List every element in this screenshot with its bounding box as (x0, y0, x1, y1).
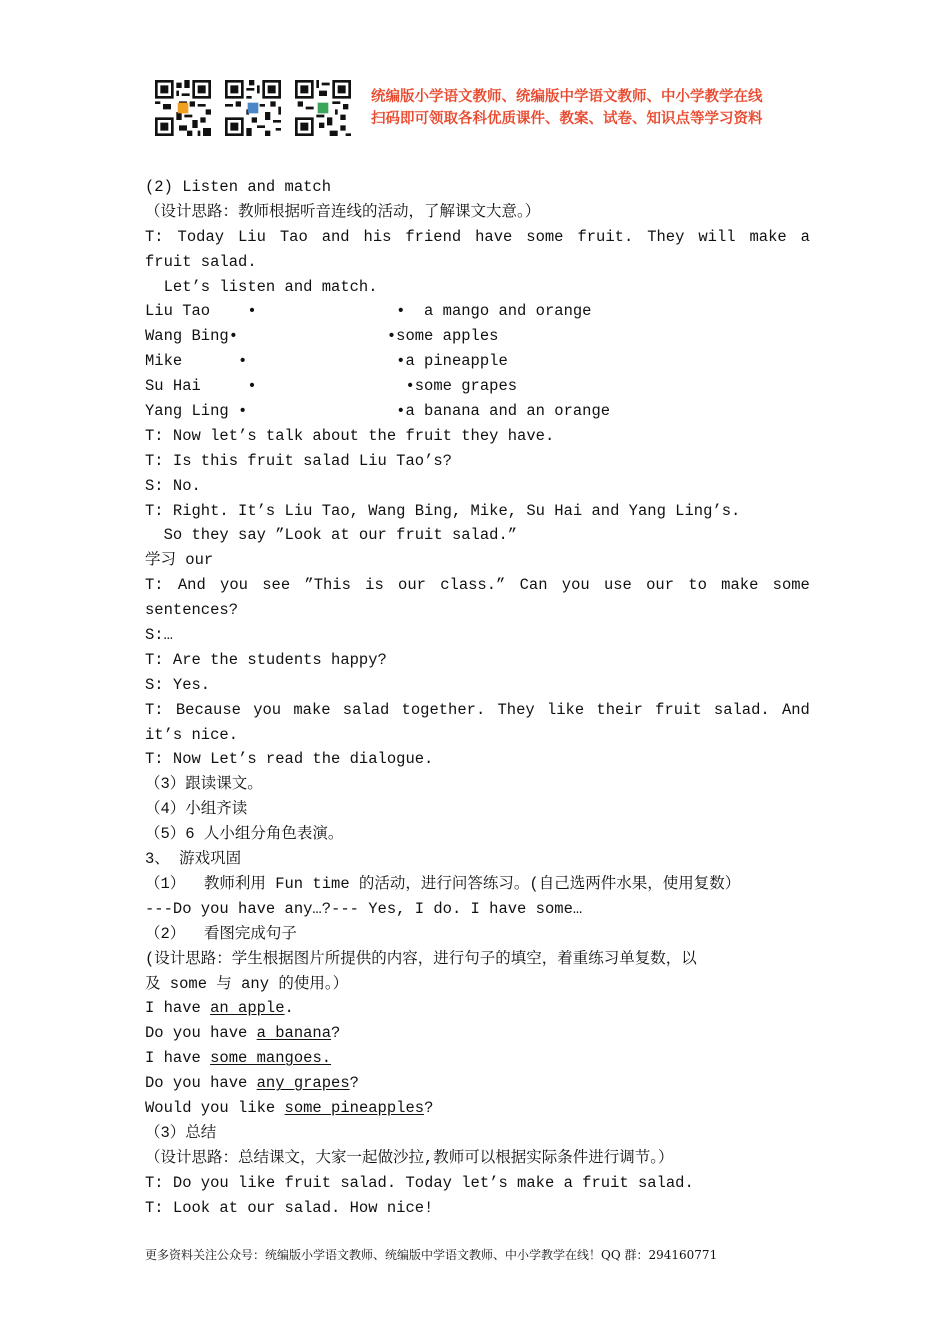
sentence-suffix: ? (331, 1024, 341, 1043)
text-line: T: Are the students happy? (145, 650, 387, 669)
text-line: T: Is this fruit salad Liu Tao’s? (145, 451, 452, 470)
word: make (293, 700, 331, 719)
section-step: （3）跟读课文。 (145, 775, 263, 794)
word: salad. (713, 700, 770, 719)
exercise-sentence (145, 1021, 810, 1046)
word: his (363, 227, 392, 246)
justified-line (145, 573, 810, 598)
match-row: Su Hai • •some grapes (145, 377, 518, 396)
word: T: (145, 700, 164, 719)
word: and (321, 227, 350, 246)
text-line: 及 some 与 any 的使用。） (145, 974, 349, 993)
page-footer: 更多资料关注公众号：统编版小学语文教师、统编版中学语文教师、中小学教学在线！QQ 群：294160771 (145, 1248, 718, 1262)
text-line: T: Now Let’s read the dialogue. (145, 750, 434, 769)
text-line: it’s nice. (145, 725, 239, 744)
word: Can (519, 576, 548, 595)
section-heading: 3、 游戏巩固 (145, 850, 242, 869)
text-line: （1） 教师利用 Fun time 的活动，进行问答练习。(自己选两件水果，使用复数） (145, 874, 741, 893)
text-line: 学习 our (145, 551, 214, 570)
match-row: Yang Ling • •a banana and an orange (145, 402, 611, 421)
word: T: (145, 227, 164, 246)
answer-blank: a banana (256, 1024, 332, 1043)
sentence-suffix: ? (424, 1098, 434, 1117)
text-line: (设计思路：学生根据图片所提供的内容，进行句子的填空，着重练习单复数，以 (145, 949, 697, 968)
justified-line (145, 698, 810, 723)
word: And (781, 700, 810, 719)
text-line: So they say ”Look at our fruit salad.” (145, 526, 518, 545)
exercise-sentence (145, 996, 810, 1021)
word: together. (401, 700, 486, 719)
word: T: (145, 576, 164, 595)
lesson-content (145, 175, 810, 1220)
word: you (253, 700, 282, 719)
promo-line-2: 扫码即可领取各科优质课件、教案、试卷、知识点等学习资料 (371, 111, 763, 127)
word: a (800, 227, 810, 246)
word: make (749, 227, 787, 246)
word: you (561, 576, 590, 595)
sentence-prefix: I have (145, 999, 211, 1018)
match-row: Wang Bing• •some apples (145, 327, 499, 346)
text-line: T: Now let’s talk about the fruit they have. (145, 426, 555, 445)
text-line: S:… (145, 626, 173, 645)
justified-line (145, 225, 810, 250)
word: some (772, 576, 810, 595)
qr-code-icon[interactable] (225, 80, 281, 136)
match-row: Mike • •a pineapple (145, 352, 508, 371)
text-line: T: Look at our salad. How nice! (145, 1198, 434, 1217)
promo-line-1: 统编版小学语文教师、统编版中学语文教师、中小学教学在线 (371, 89, 763, 105)
word: use (603, 576, 632, 595)
text-line: fruit salad. (145, 252, 257, 271)
sentence-prefix: Do you have (145, 1074, 257, 1093)
word: will (698, 227, 736, 246)
word: Tao (279, 227, 308, 246)
word: is (365, 576, 384, 595)
sentence-suffix: ? (349, 1074, 359, 1093)
word: class.” (440, 576, 506, 595)
exercise-sentence (145, 1071, 810, 1096)
word: make (721, 576, 759, 595)
word: our (646, 576, 675, 595)
section-step: （4）小组齐读 (145, 800, 248, 819)
text-line: S: No. (145, 476, 201, 495)
word: ”This (304, 576, 351, 595)
match-row: Liu Tao • • a mango and orange (145, 302, 592, 321)
promo-text (371, 86, 763, 130)
word: our (398, 576, 426, 595)
text-line: T: Right. It’s Liu Tao, Wang Bing, Mike, Su Hai and Yang Ling’s. (145, 501, 741, 520)
answer-blank: some mangoes. (210, 1049, 332, 1068)
word: Liu (238, 227, 266, 246)
exercise-sentence (145, 1046, 810, 1071)
word: fruit. (577, 227, 634, 246)
word: fruit (655, 700, 702, 719)
text-line: T: Do you like fruit salad. Today let’s make a fruit salad. (145, 1173, 694, 1192)
sentence-suffix: . (284, 999, 294, 1018)
word: Today (177, 227, 225, 246)
word: see (262, 576, 291, 595)
sentence-prefix: I have (145, 1049, 211, 1068)
word: salad (342, 700, 390, 719)
word: some (526, 227, 564, 246)
text-line: (2) Listen and match (145, 178, 332, 196)
text-line: ---Do you have any…?--- Yes, I do. I have some… (145, 899, 583, 918)
promo-header (155, 80, 763, 136)
section-step: （3）总结 (145, 1123, 217, 1142)
text-line: Let’s listen and match. (145, 277, 378, 296)
word: have (475, 227, 513, 246)
answer-blank: an apple (210, 999, 285, 1018)
sentence-prefix: Do you have (145, 1024, 257, 1043)
word: to (688, 576, 707, 595)
word: They (647, 227, 685, 246)
qr-code-icon[interactable] (155, 80, 211, 136)
word: They (497, 700, 535, 719)
word: And (177, 576, 206, 595)
sentence-prefix: Would you like (145, 1098, 285, 1117)
text-line: sentences? (145, 601, 239, 620)
word: you (220, 576, 248, 595)
word: like (546, 700, 585, 719)
section-step: （2） 看图完成句子 (145, 924, 297, 943)
qr-code-icon[interactable] (295, 80, 351, 136)
text-line: S: Yes. (145, 675, 211, 694)
section-step: （5）6 人小组分角色表演。 (145, 825, 344, 844)
word: friend (405, 227, 462, 246)
exercise-sentence (145, 1096, 810, 1121)
word: their (596, 700, 643, 719)
answer-blank: some pineapples (284, 1098, 425, 1117)
text-line: （设计思路：总结课文，大家一起做沙拉,教师可以根据实际条件进行调节。） (145, 1148, 674, 1167)
word: Because (175, 700, 241, 719)
answer-blank: any grapes (256, 1074, 350, 1093)
text-line: （设计思路：教师根据听音连线的活动，了解课文大意。） (145, 202, 541, 221)
